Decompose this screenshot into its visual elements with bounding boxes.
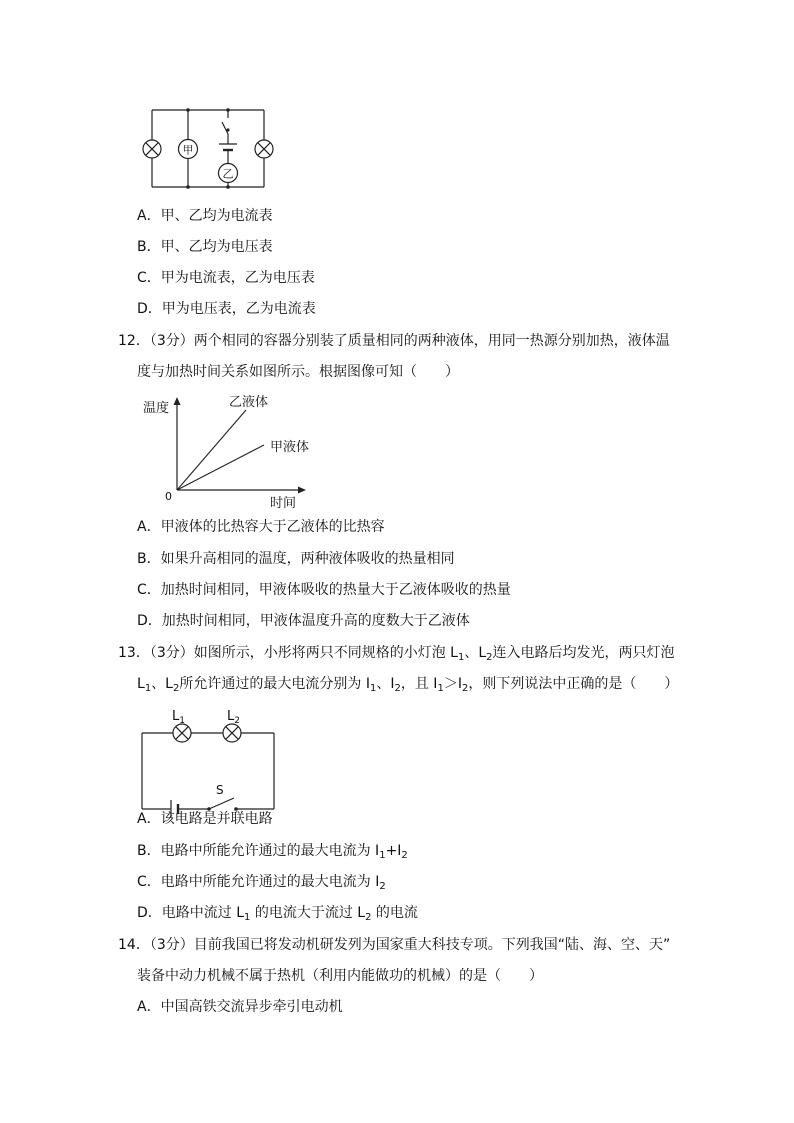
q12-origin-label: 0: [165, 490, 172, 503]
q11-right-lamp-icon: [255, 140, 273, 158]
q14-stem-line-2: 装备中动力机械不属于热机（利用内能做功的机械）的是（ ）: [137, 968, 543, 984]
q12-stem-line-1: 12．（3分）两个相同的容器分别装了质量相同的两种液体，用同一热源分别加热，液体温: [118, 333, 670, 349]
q13-option-c: C．电路中所能允许通过的最大电流为 $I_2$: [137, 874, 386, 892]
q13-stem-line-1: 13．（3分）如图所示，小彤将两只不同规格的小灯泡 $L_1$、$L_2$连入电路后均发光，两只灯泡: [118, 645, 675, 663]
q12-series-b-label: 乙液体: [229, 395, 269, 410]
q12-option-a: A．甲液体的比热容大于乙液体的比热容: [137, 519, 385, 535]
q11-meter-b-label: 乙: [222, 167, 234, 181]
q12-y-axis-label: 温度: [143, 401, 170, 416]
q11-option-a: A．甲、乙均为电流表: [137, 208, 273, 224]
q12-series-a-label: 甲液体: [270, 440, 310, 455]
q13-lamp-l2-icon: [223, 724, 241, 742]
q11-option-d: D．甲为电压表，乙为电流表: [137, 301, 316, 317]
q12-x-axis-label: 时间: [270, 496, 297, 511]
q12-series-a-line: [177, 445, 264, 490]
q13-lamp-l1-label: $L_1$: [172, 709, 185, 726]
q13-option-a: A．该电路是并联电路: [137, 811, 273, 827]
q11-left-lamp-icon: [143, 140, 161, 158]
q13-lamp-l1-icon: [173, 724, 191, 742]
q13-circuit-diagram: [0, 700, 794, 810]
q13-switch-label: S: [216, 783, 224, 797]
q12-option-b: B．如果升高相同的温度，两种液体吸收的热量相同: [137, 551, 455, 567]
q11-option-c: C．甲为电流表，乙为电压表: [137, 270, 315, 286]
q12-stem-line-2: 度与加热时间关系如图所示。根据图像可知（ ）: [137, 364, 459, 380]
q14-option-a: A．中国高铁交流异步牵引电动机: [137, 999, 343, 1015]
q12-temperature-time-graph: [0, 390, 794, 520]
q11-circuit-diagram: [0, 0, 794, 200]
q12-option-d: D．加热时间相同，甲液体温度升高的度数大于乙液体: [137, 613, 470, 629]
q12-series-b-line: [177, 410, 246, 490]
q12-x-axis-arrow: [298, 487, 306, 494]
q12-option-c: C．加热时间相同，甲液体吸收的热量大于乙液体吸收的热量: [137, 582, 511, 598]
q13-option-d: D．电路中流过 $L_1$ 的电流大于流过 $L_2$ 的电流: [137, 905, 418, 923]
q12-y-axis-arrow: [174, 397, 181, 405]
q13-option-b: B．电路中所能允许通过的最大电流为 $I_1+I_2$: [137, 843, 408, 861]
q11-option-b: B．甲、乙均为电压表: [137, 239, 273, 255]
q13-lamp-l2-label: $L_2$: [227, 709, 240, 726]
q13-stem-line-2: $L_1$、$L_2$所允许通过的最大电流分别为 $I_1$、$I_2$，且 $I_1>I_2$，则下列说法中正确的是（ ）: [137, 676, 679, 694]
q14-stem-line-1: 14．（3分）目前我国已将发动机研发列为国家重大科技专项。下列我国“陆、海、空、天”: [118, 937, 671, 953]
q11-meter-a-label: 甲: [182, 143, 194, 157]
